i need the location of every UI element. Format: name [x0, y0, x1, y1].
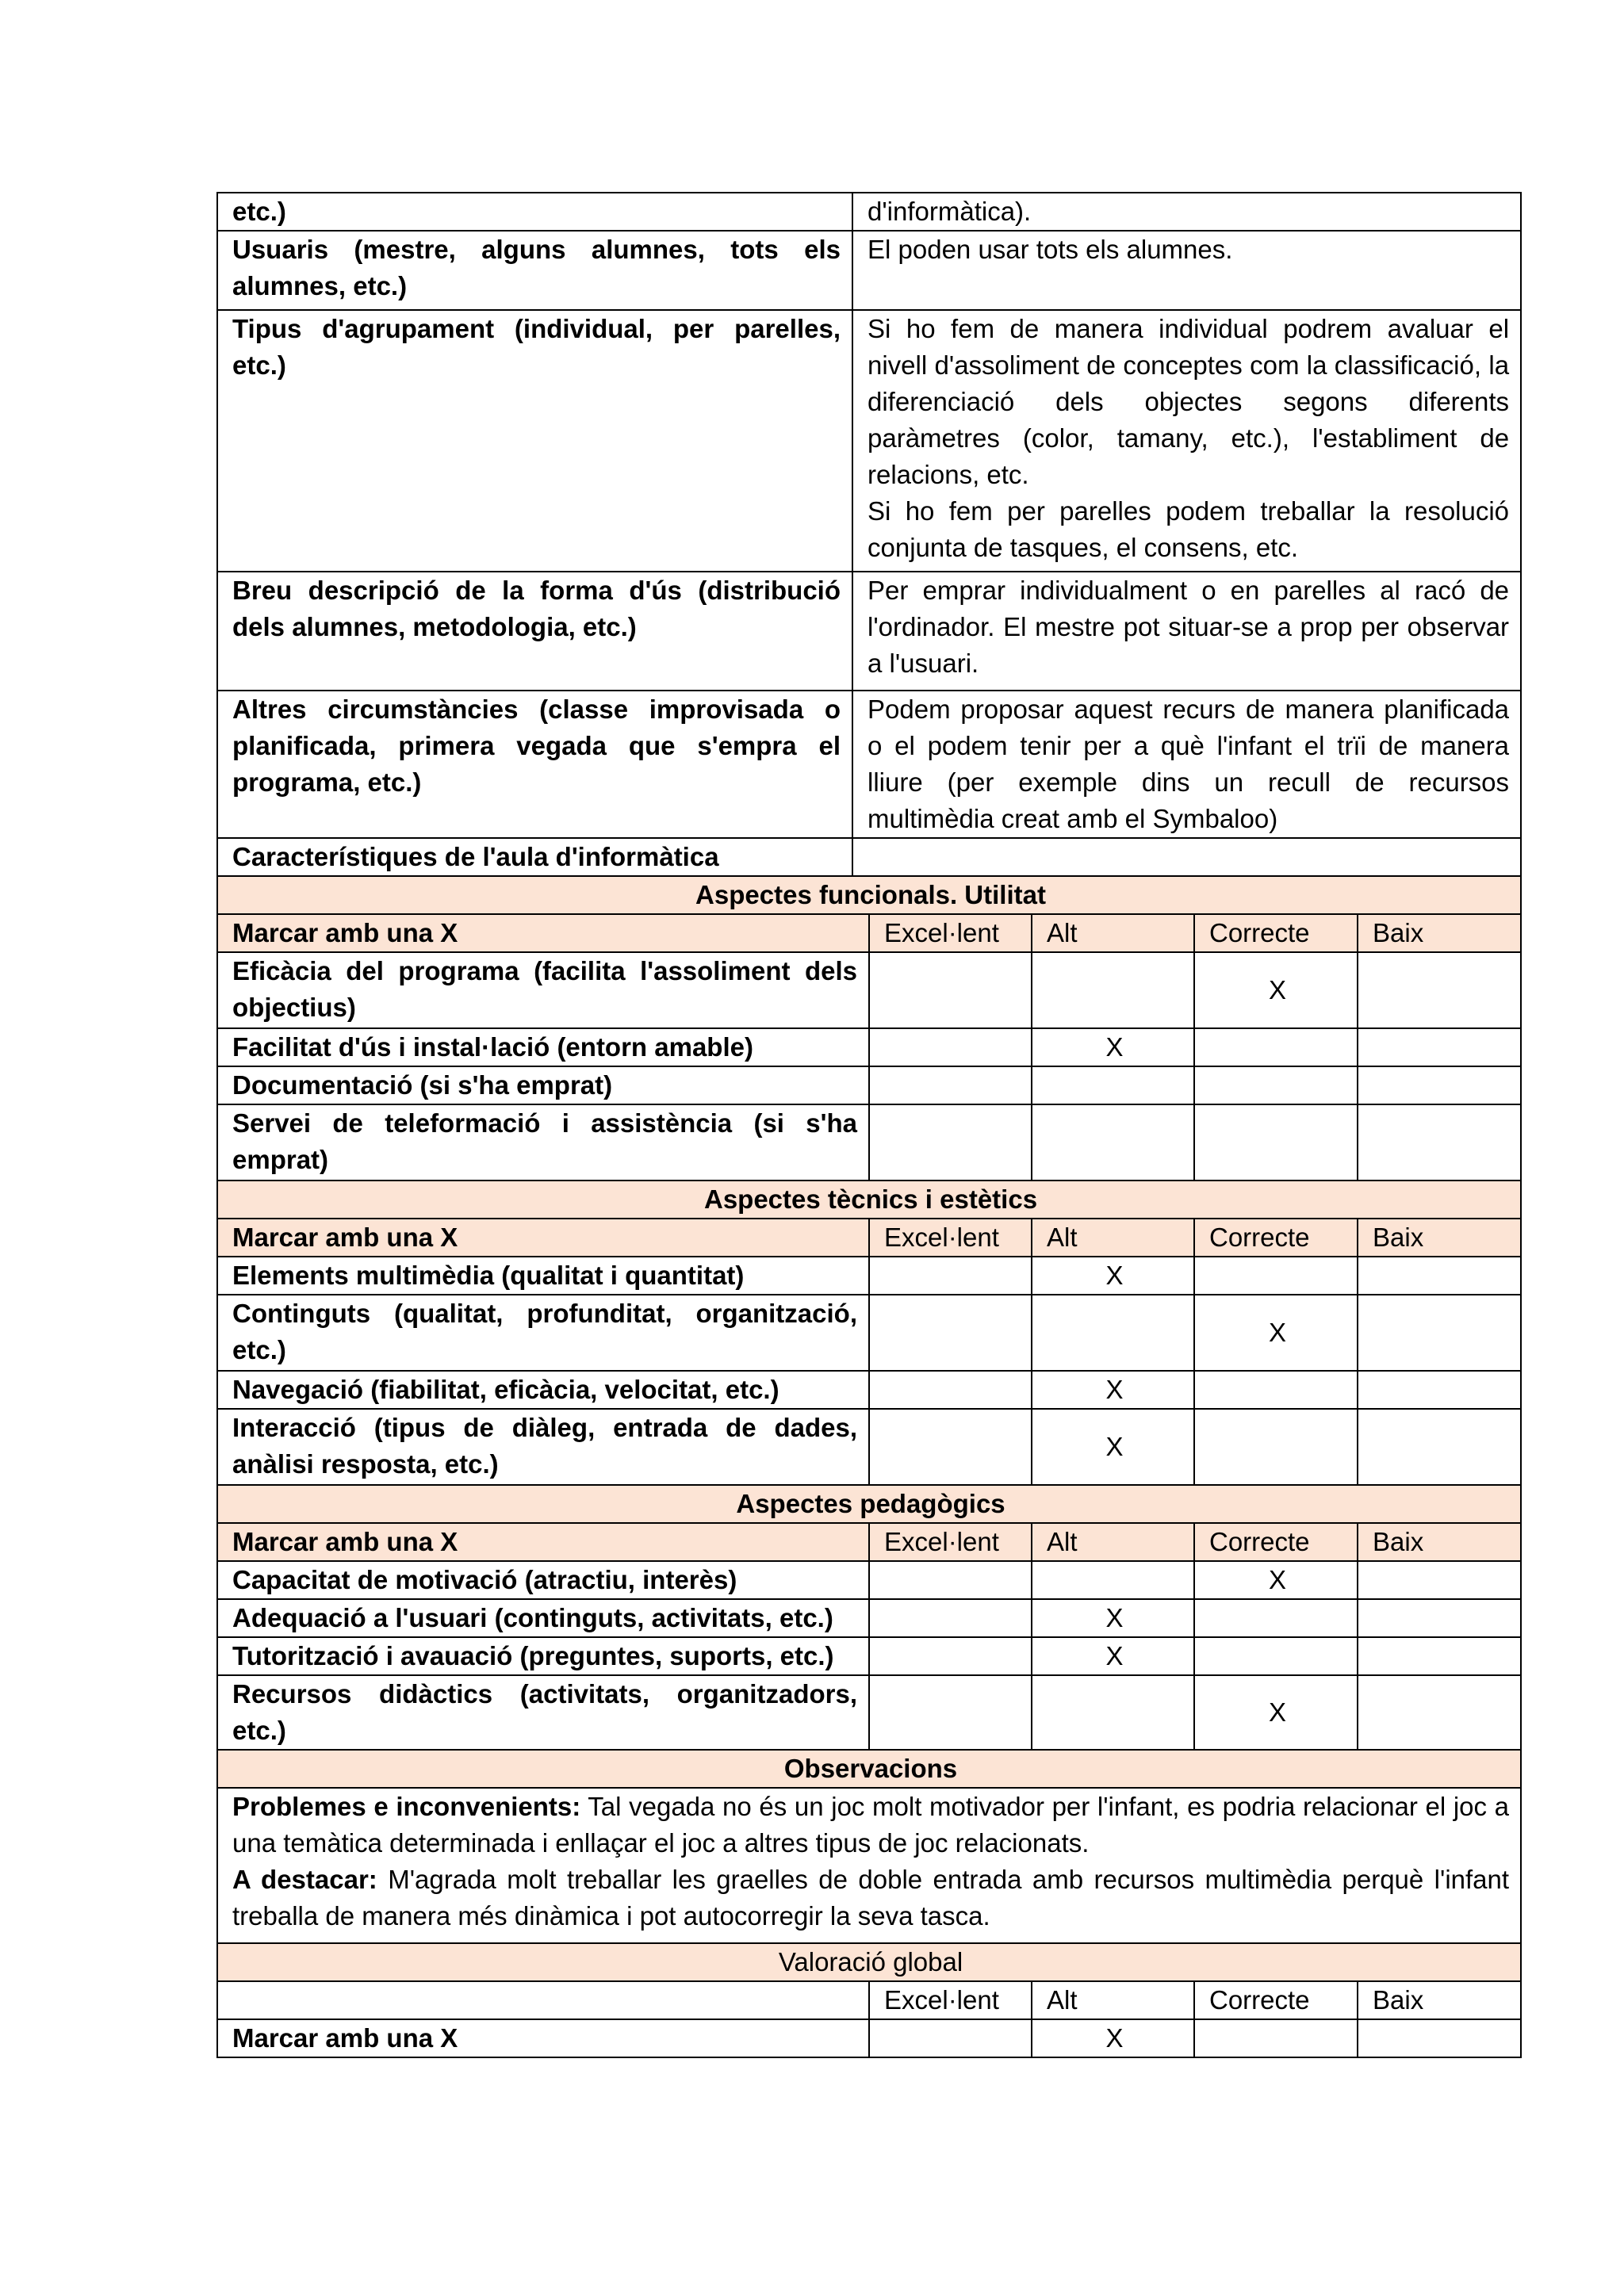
rating-column-header: Alt [1032, 1523, 1194, 1561]
info-value [852, 691, 1521, 838]
criterion-row [217, 1675, 1521, 1750]
section-header-row [217, 1181, 1521, 1219]
rating-x-mark: X [1194, 1675, 1358, 1750]
rating-cell [869, 1295, 1032, 1371]
criterion-label: Adequació a l'usuari (continguts, activitats, etc.) [217, 1599, 869, 1637]
info-value-paragraph: Si ho fem per parelles podem treballar la resolució conjunta de tasques, el consens, etc. [868, 496, 1510, 562]
rating-column-header: Correcte [1194, 1981, 1358, 2019]
observation-label: A destacar: [232, 1865, 377, 1894]
rating-column-header: Baix [1358, 1219, 1521, 1257]
criterion-row [217, 1028, 1521, 1066]
criterion-label: Continguts (qualitat, profunditat, organització, etc.) [217, 1295, 869, 1371]
rating-column-header: Alt [1032, 914, 1194, 952]
rating-cell [869, 1371, 1032, 1409]
rating-cell [1032, 1104, 1194, 1181]
rating-x-mark: X [1032, 1409, 1194, 1485]
rating-columns-row [217, 1523, 1521, 1561]
criterion-row [217, 1295, 1521, 1371]
criterion-row [217, 1066, 1521, 1104]
criterion-label: Navegació (fiabilitat, eficàcia, velocitat, etc.) [217, 1371, 869, 1409]
evaluation-table-body [217, 193, 1521, 2057]
rating-cell [1032, 952, 1194, 1028]
criterion-row [217, 1371, 1521, 1409]
info-label: Altres circumstàncies (classe improvisada o planificada, primera vegada que s'empra el programa, etc.) [217, 691, 852, 838]
info-value [852, 838, 1521, 876]
observations-header-row [217, 1750, 1521, 1788]
rating-cell [1358, 1066, 1521, 1104]
criterion-label: Capacitat de motivació (atractiu, interès) [217, 1561, 869, 1599]
rating-cell [1358, 1295, 1521, 1371]
info-row [217, 310, 1521, 572]
rating-column-header: Alt [1032, 1219, 1194, 1257]
rating-x-mark: X [1032, 1028, 1194, 1066]
criterion-label: Elements multimèdia (qualitat i quantitat) [217, 1257, 869, 1295]
info-row [217, 231, 1521, 310]
global-columns-row [217, 1981, 1521, 2019]
rating-column-header: Excel·lent [869, 914, 1032, 952]
info-label: Breu descripció de la forma d'ús (distribució dels alumnes, metodologia, etc.) [217, 572, 852, 691]
rating-cell [1358, 1409, 1521, 1485]
rating-cell [869, 1599, 1032, 1637]
observations-body-row [217, 1788, 1521, 1943]
criterion-label: Documentació (si s'ha emprat) [217, 1066, 869, 1104]
rating-x-mark: X [1032, 1637, 1194, 1675]
criterion-row [217, 1637, 1521, 1675]
rating-cell [1358, 1599, 1521, 1637]
mark-instruction: Marcar amb una X [217, 1219, 869, 1257]
observation-paragraph [232, 1862, 1509, 1934]
rating-columns-row [217, 1219, 1521, 1257]
mark-instruction: Marcar amb una X [217, 914, 869, 952]
info-label: Característiques de l'aula d'informàtica [217, 838, 852, 876]
info-row [217, 838, 1521, 876]
criterion-label: Recursos didàctics (activitats, organitzadors, etc.) [217, 1675, 869, 1750]
global-rating-row [217, 2019, 1521, 2057]
observation-text: M'agrada molt treballar les graelles de doble entrada amb recursos multimèdia perquè l'infant treballa de manera més dinàmica i pot autocorregir la seva tasca. [232, 1865, 1510, 1931]
info-label: Usuaris (mestre, alguns alumnes, tots els alumnes, etc.) [217, 231, 852, 310]
criterion-row [217, 1409, 1521, 1485]
section-title: Aspectes pedagògics [217, 1485, 1521, 1523]
rating-cell [1032, 1561, 1194, 1599]
info-label: Tipus d'agrupament (individual, per parelles, etc.) [217, 310, 852, 572]
rating-column-header: Correcte [1194, 914, 1358, 952]
rating-cell [869, 1675, 1032, 1750]
info-value [852, 572, 1521, 691]
rating-cell [1358, 1371, 1521, 1409]
rating-cell [1194, 1104, 1358, 1181]
criterion-row [217, 952, 1521, 1028]
rating-column-header: Excel·lent [869, 1523, 1032, 1561]
rating-cell [869, 1028, 1032, 1066]
criterion-row [217, 1257, 1521, 1295]
criterion-label: Facilitat d'ús i instal·lació (entorn amable) [217, 1028, 869, 1066]
global-title: Valoració global [217, 1943, 1521, 1981]
rating-cell [869, 1257, 1032, 1295]
rating-cell [1358, 2019, 1521, 2057]
info-value [852, 193, 1521, 231]
rating-cell [1358, 1028, 1521, 1066]
rating-column-header: Correcte [1194, 1219, 1358, 1257]
rating-x-mark: X [1194, 952, 1358, 1028]
rating-cell [1194, 1409, 1358, 1485]
rating-x-mark: X [1032, 1371, 1194, 1409]
rating-cell [1194, 1637, 1358, 1675]
info-value-paragraph: El poden usar tots els alumnes. [868, 235, 1233, 264]
rating-cell [869, 2019, 1032, 2057]
rating-cell [1358, 1637, 1521, 1675]
rating-column-header: Baix [1358, 914, 1521, 952]
info-row [217, 193, 1521, 231]
criterion-row [217, 1104, 1521, 1181]
rating-cell [869, 1561, 1032, 1599]
rating-cell [1358, 1104, 1521, 1181]
global-blank-cell [217, 1981, 869, 2019]
info-value-paragraph: d'informàtica). [868, 197, 1032, 226]
info-value [852, 231, 1521, 310]
rating-x-mark: X [1194, 1295, 1358, 1371]
global-header-row [217, 1943, 1521, 1981]
criterion-label: Interacció (tipus de diàleg, entrada de dades, anàlisi resposta, etc.) [217, 1409, 869, 1485]
rating-cell [1032, 1066, 1194, 1104]
observations-title: Observacions [217, 1750, 1521, 1788]
rating-cell [869, 1637, 1032, 1675]
section-header-row [217, 876, 1521, 914]
criterion-label: Eficàcia del programa (facilita l'assoliment dels objectius) [217, 952, 869, 1028]
rating-column-header: Baix [1358, 1523, 1521, 1561]
rating-cell [1358, 1561, 1521, 1599]
info-row [217, 691, 1521, 838]
observation-paragraph [232, 1789, 1509, 1862]
observation-text: Tal vegada no és un joc molt motivador per l'infant, es podria relacionar el joc a una temàtica determinada i enllaçar el joc a altres tipus de joc relacionats. [232, 1792, 1510, 1858]
rating-column-header: Excel·lent [869, 1981, 1032, 2019]
rating-column-header: Excel·lent [869, 1219, 1032, 1257]
rating-cell [1194, 1257, 1358, 1295]
rating-cell [869, 1104, 1032, 1181]
rating-x-mark: X [1194, 1561, 1358, 1599]
rating-x-mark: X [1032, 1599, 1194, 1637]
rating-x-mark: X [1032, 1257, 1194, 1295]
info-label: etc.) [217, 193, 852, 231]
mark-instruction: Marcar amb una X [217, 1523, 869, 1561]
rating-cell [1194, 1066, 1358, 1104]
rating-column-header: Correcte [1194, 1523, 1358, 1561]
rating-cell [1032, 1295, 1194, 1371]
rating-cell [1194, 2019, 1358, 2057]
info-value-paragraph: Si ho fem de manera individual podrem avaluar el nivell d'assoliment de conceptes com la classificació, la diferenciació dels objectes segons diferents paràmetres (color, tamany, etc.), l'establiment de relacions, etc. [868, 314, 1510, 489]
criterion-label: Servei de teleformació i assistència (si s'ha emprat) [217, 1104, 869, 1181]
rating-cell [1194, 1371, 1358, 1409]
rating-columns-row [217, 914, 1521, 952]
rating-cell [869, 952, 1032, 1028]
rating-cell [1358, 1257, 1521, 1295]
observations-body [217, 1788, 1521, 1943]
info-value [852, 310, 1521, 572]
evaluation-table [216, 192, 1522, 2058]
observation-label: Problemes e inconvenients: [232, 1792, 581, 1821]
section-title: Aspectes tècnics i estètics [217, 1181, 1521, 1219]
rating-cell [869, 1066, 1032, 1104]
info-row [217, 572, 1521, 691]
rating-cell [1194, 1599, 1358, 1637]
rating-cell [1358, 1675, 1521, 1750]
rating-column-header: Alt [1032, 1981, 1194, 2019]
rating-column-header: Baix [1358, 1981, 1521, 2019]
rating-cell [1194, 1028, 1358, 1066]
global-row-label: Marcar amb una X [217, 2019, 869, 2057]
rating-x-mark: X [1032, 2019, 1194, 2057]
rating-cell [1358, 952, 1521, 1028]
info-value-paragraph: Podem proposar aquest recurs de manera planificada o el podem tenir per a què l'infant el trïi de manera lliure (per exemple dins un recull de recursos multimèdia creat amb el Symbaloo) [868, 695, 1510, 833]
rating-cell [869, 1409, 1032, 1485]
criterion-label: Tutorització i avauació (preguntes, suports, etc.) [217, 1637, 869, 1675]
criterion-row [217, 1561, 1521, 1599]
section-title: Aspectes funcionals. Utilitat [217, 876, 1521, 914]
section-header-row [217, 1485, 1521, 1523]
rating-cell [1032, 1675, 1194, 1750]
info-value-paragraph: Per emprar individualment o en parelles al racó de l'ordinador. El mestre pot situar-se a prop per observar a l'usuari. [868, 576, 1510, 678]
criterion-row [217, 1599, 1521, 1637]
